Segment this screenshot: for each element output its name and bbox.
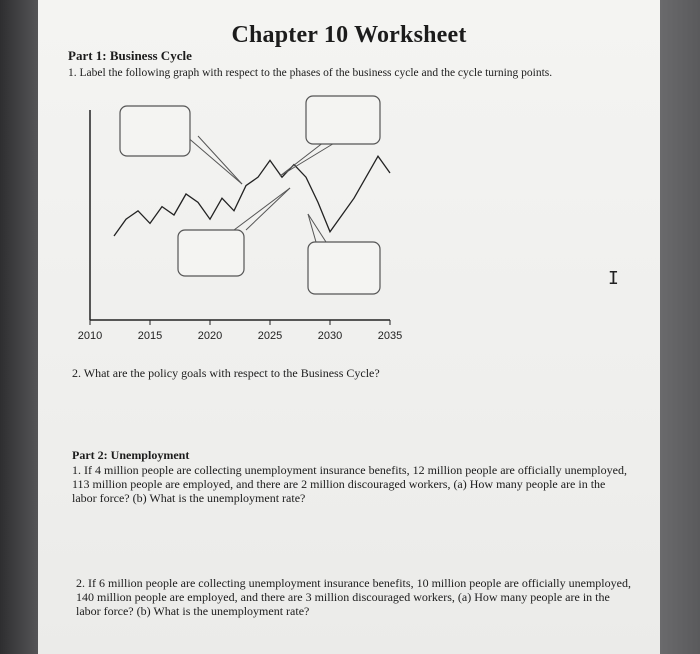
x-tick-label-2030: 2030 (317, 330, 343, 342)
x-tick-label-2035: 2035 (377, 330, 403, 342)
label-box-3-pointer-edge (246, 188, 290, 230)
x-tick-label-2025: 2025 (257, 330, 283, 342)
part2-heading: Part 2: Unemployment (72, 448, 190, 462)
background-right (660, 0, 700, 654)
background-left (0, 0, 38, 654)
label-box-2[interactable] (306, 96, 380, 144)
label-box-2-pointer (280, 142, 324, 176)
part2-question-1: 1. If 4 million people are collecting unemployment insurance benefits, 12 million people are officially unemployed, 113 million people are employed, and there are 2 million discouraged workers, (a) How many people are in the labor force? (b) What is the unemployment rate? (72, 463, 627, 505)
x-tick-label-2010: 2010 (77, 330, 103, 342)
label-box-1-pointer (186, 136, 242, 184)
part1-heading: Part 1: Business Cycle (68, 48, 192, 63)
text-cursor-icon: I (608, 268, 619, 289)
label-box-1[interactable] (120, 106, 190, 156)
x-tick-labels (78, 330, 402, 342)
part2-question-2: 2. If 6 million people are collecting unemployment insurance benefits, 10 million people are officially unemployed, 140 million people are employed, and there are 3 million discouraged workers, (a) How many people are in the labor force? (b) What is the unemployment rate? (76, 576, 631, 618)
worksheet-page (38, 0, 660, 654)
label-box-3[interactable] (178, 230, 244, 276)
part1-question-2: 2. What are the policy goals with respect to the Business Cycle? (72, 366, 380, 380)
label-box-2-pointer-edge (280, 142, 336, 176)
page-title: Chapter 10 Worksheet (231, 22, 467, 48)
label-box-4-pointer-edge (308, 214, 326, 242)
x-tick-label-2020: 2020 (197, 330, 223, 342)
label-box-1-pointer-edge (198, 136, 242, 184)
label-box-4-pointer (308, 214, 316, 242)
label-box-4[interactable] (308, 242, 380, 294)
x-tick-label-2015: 2015 (137, 330, 163, 342)
part1-question-1: 1. Label the following graph with respect to the phases of the business cycle and the cycle turning points. (68, 67, 553, 79)
business-cycle-chart (77, 90, 404, 352)
